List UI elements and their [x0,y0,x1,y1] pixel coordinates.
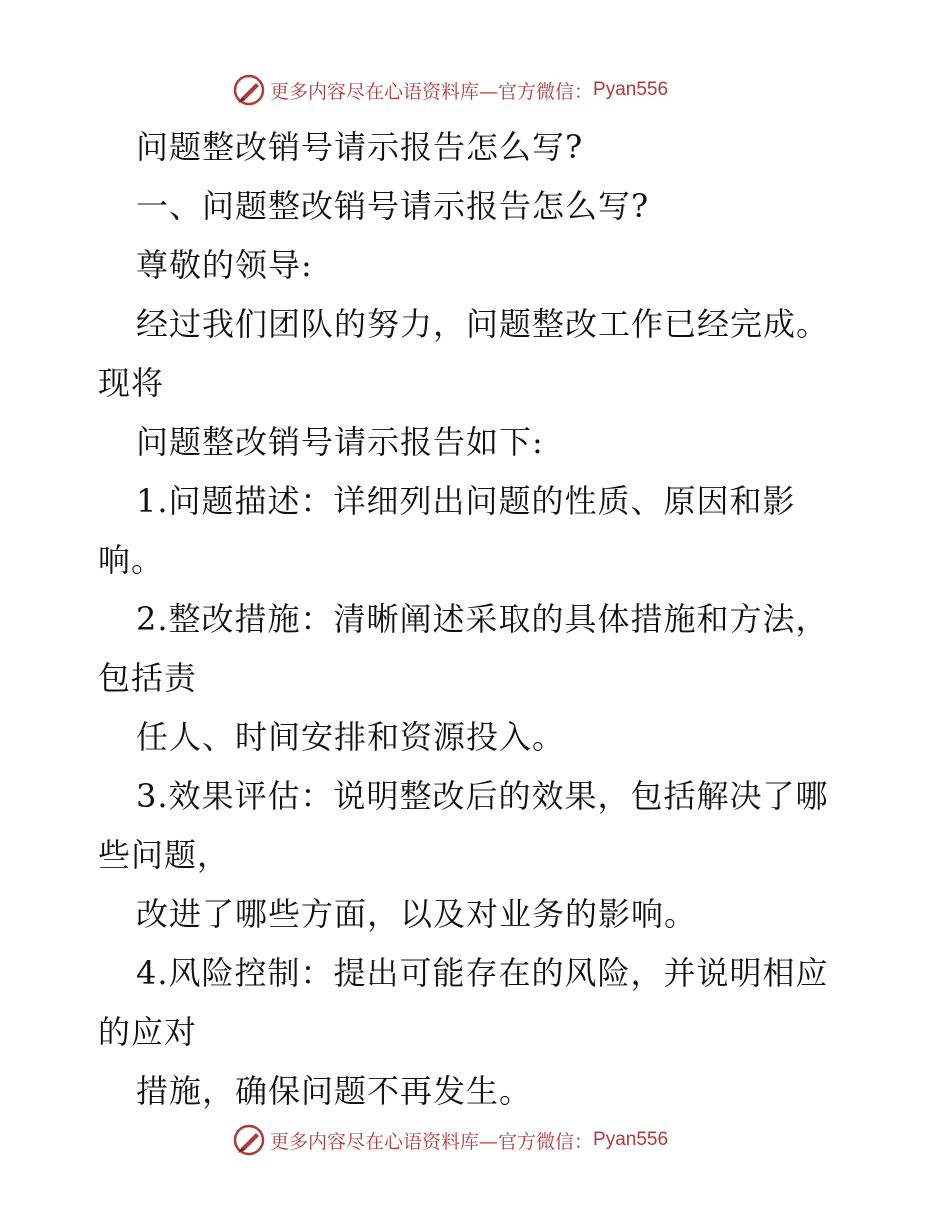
watermark-text: 更多内容尽在心语资料库—官方微信： [270,80,594,103]
text-line: 的应对 [98,1013,198,1051]
text-line: 现将 [98,364,165,402]
watermark-text: 更多内容尽在心语资料库—官方微信： [270,1130,594,1153]
pen-logo-icon [232,1123,266,1157]
list-item-4: 4.风险控制：提出可能存在的风险，并说明相应 [136,954,829,992]
list-item-3: 3.效果评估：说明整改后的效果，包括解决了哪 [136,777,829,815]
text-line: 些问题， [98,836,231,874]
text-line: 经过我们团队的努力，问题整改工作已经完成。 [136,305,830,343]
watermark-wechat-id: Pyan556 [593,1129,669,1150]
footer-watermark [232,1120,668,1160]
text-line: 包括责 [98,659,198,697]
watermark-wechat-id: Pyan556 [593,79,669,100]
text-line: 任人、时间安排和资源投入。 [136,718,566,756]
pen-logo-icon [232,73,266,107]
document-title: 问题整改销号请示报告怎么写? [136,128,584,166]
text-line: 问题整改销号请示报告如下: [136,423,544,461]
salutation: 尊敬的领导: [136,246,313,284]
document-body [98,118,888,1121]
text-line: 响。 [98,541,165,579]
list-item-1: 1.问题描述：详细列出问题的性质、原因和影 [136,482,796,520]
text-line: 改进了哪些方面，以及对业务的影响。 [136,895,698,933]
section-heading: 一、问题整改销号请示报告怎么写? [136,187,650,225]
header-watermark [232,70,668,110]
list-item-2: 2.整改措施：清晰阐述采取的具体措施和方法， [136,600,829,638]
text-line: 措施，确保问题不再发生。 [136,1072,533,1110]
